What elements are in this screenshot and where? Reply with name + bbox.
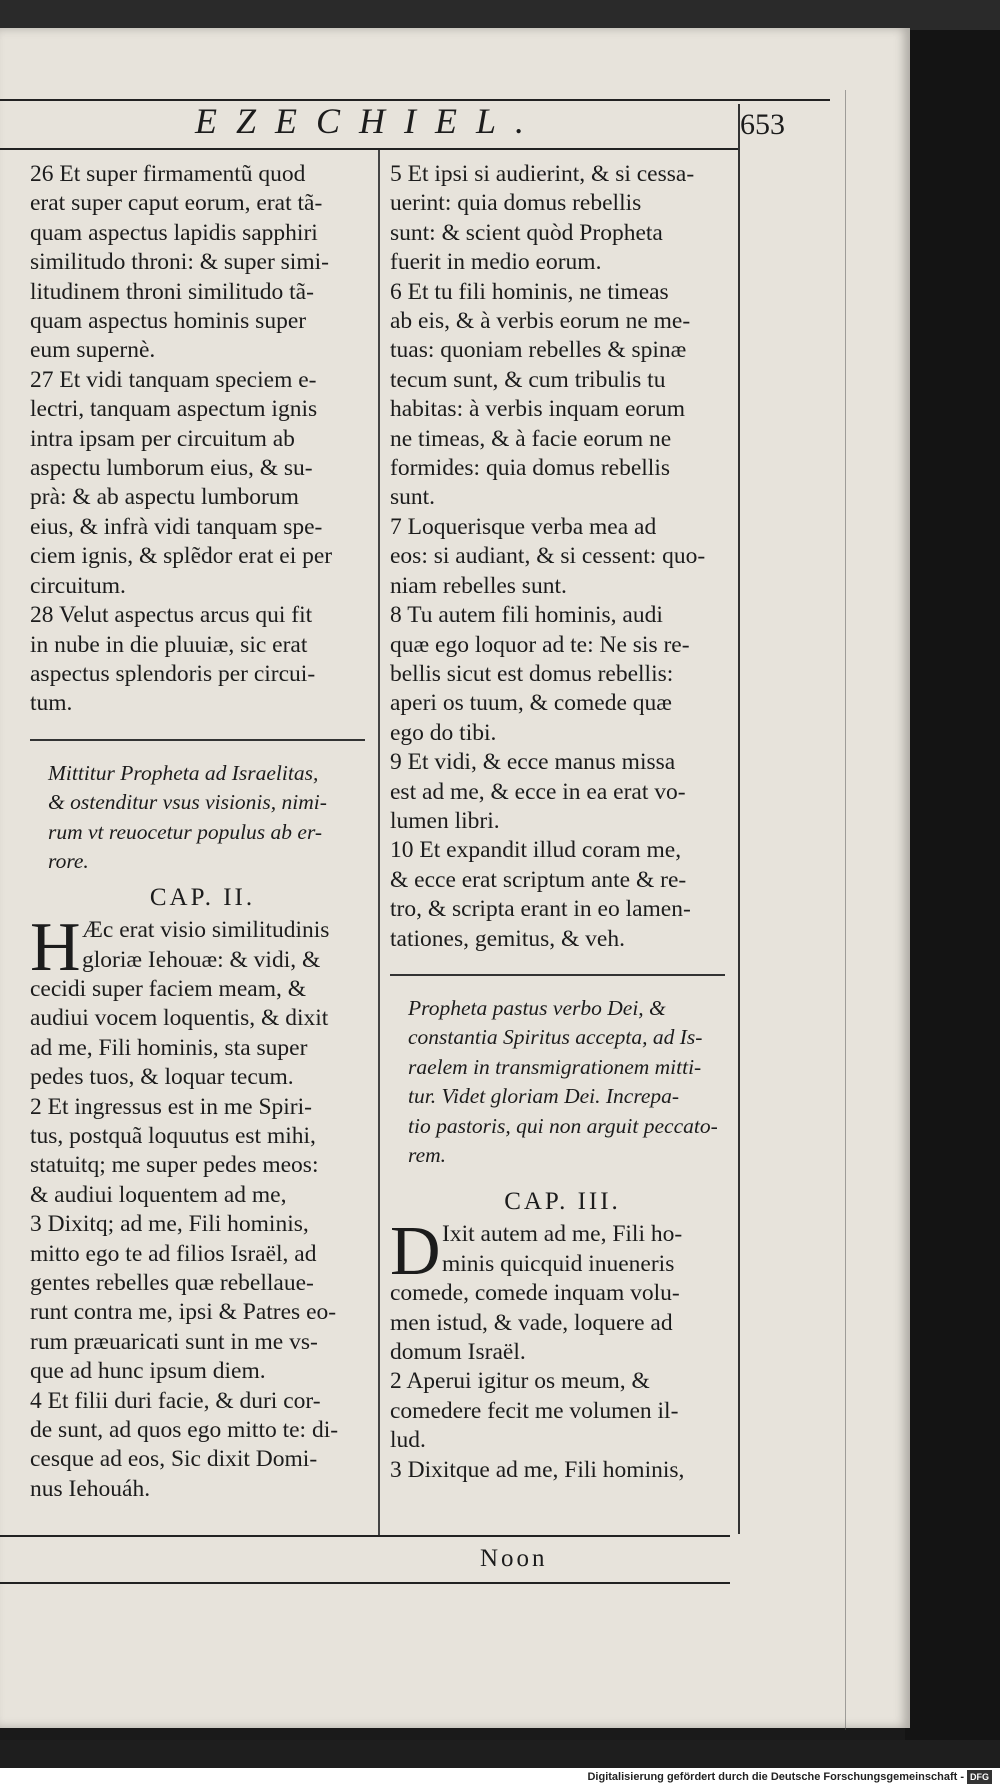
text-line: aperi os tuum, & comede quæ: [390, 690, 672, 717]
text-line: prà: & ab aspectu lumborum: [30, 484, 299, 511]
left-drop-cap-paragraph: [30, 909, 375, 987]
text-line: tationes, gemitus, & veh.: [390, 925, 625, 952]
text-line: audiui vocem loquentis, & dixit: [30, 1005, 329, 1032]
text-line: sunt.: [390, 484, 436, 511]
text-line: men istud, & vade, loquere ad: [390, 1309, 673, 1336]
text-line: erat super caput eorum, erat tã-: [30, 190, 323, 217]
text-line: & ostenditur vsus visionis, nimi-: [48, 790, 327, 815]
scan-right-background: [905, 30, 1000, 1740]
text-line: 28 Velut aspectus arcus qui fit: [30, 602, 313, 629]
text-line: circuitum.: [30, 572, 126, 599]
text-line: tuas: quoniam rebelles & spinæ: [390, 337, 687, 364]
text-line: litudinem throni similitudo tã-: [30, 278, 314, 305]
text-line: quam aspectus hominis super: [30, 308, 307, 335]
text-line: quæ ego loquor ad te: Ne sis re-: [390, 631, 690, 658]
text-line: 26 Et super firmamentũ quod: [30, 161, 306, 187]
header-rule: [0, 148, 740, 150]
text-line: & audiui loquentem ad me,: [30, 1181, 287, 1208]
text-line: raelem in transmigrationem mitti-: [408, 1054, 702, 1079]
scan-bottom-background: [0, 1740, 1000, 1768]
column-divider: [378, 150, 380, 1535]
text-line: Æc erat visio similitudinis: [82, 917, 330, 944]
text-line: Ixit autem ad me, Fili ho-: [442, 1221, 683, 1248]
text-line: runt contra me, ipsi & Patres eo-: [30, 1299, 337, 1326]
text-line: uerint: quia domus rebellis: [390, 190, 642, 217]
text-line: minis quicquid inueneris: [442, 1250, 675, 1277]
right-drop-cap-paragraph: [390, 1213, 735, 1291]
text-line: 3 Dixitq; ad me, Fili hominis,: [30, 1211, 309, 1238]
drop-cap-letter: H: [30, 909, 81, 987]
text-line: tecum sunt, & cum tribulis tu: [390, 366, 666, 393]
text-line: 27 Et vidi tanquam speciem e-: [30, 366, 317, 393]
text-line: cecidi super faciem meam, &: [30, 975, 306, 1002]
text-line: fuerit in medio eorum.: [390, 249, 602, 276]
text-line: 7 Loquerisque verba mea ad: [390, 513, 657, 540]
text-line: 10 Et expandit illud coram me,: [390, 837, 682, 864]
bottom-rule-upper: [0, 1535, 730, 1537]
chapter-heading-iii: CAP. III.: [504, 1187, 621, 1215]
right-text-block-b: [390, 1279, 735, 1485]
text-line: 5 Et ipsi si audierint, & si cessa-: [390, 161, 695, 187]
bottom-rule-lower: [0, 1582, 730, 1584]
text-line: similitudo throni: & super simi-: [30, 249, 329, 276]
text-line: aspectu lumborum eius, & su-: [30, 455, 313, 482]
outer-border-rule: [845, 90, 846, 1730]
text-line: tur. Videt gloriam Dei. Increpa-: [408, 1084, 680, 1109]
text-line: eius, & infrà vidi tanquam spe-: [30, 513, 323, 540]
right-text-block-a: [390, 160, 735, 954]
text-line: 4 Et filii duri facie, & duri cor-: [30, 1387, 321, 1414]
text-line: 3 Dixitque ad me, Fili hominis,: [390, 1456, 685, 1483]
digitization-footer: [0, 1768, 1000, 1787]
text-line: & ecce erat scriptum ante & re-: [390, 866, 687, 893]
drop-cap-letter: D: [390, 1213, 441, 1291]
left-text-block-b: [30, 975, 375, 1504]
text-line: comedere fecit me volumen il-: [390, 1397, 679, 1424]
text-line: mitto ego te ad filios Israël, ad: [30, 1240, 317, 1267]
text-line: aspectus splendoris per circui-: [30, 660, 316, 687]
drop-cap-lines: [30, 916, 375, 975]
text-line: eum supernè.: [30, 337, 156, 364]
text-line: de sunt, ad quos ego mitto te: di-: [30, 1417, 339, 1444]
text-line: niam rebelles sunt.: [390, 572, 567, 599]
text-line: rore.: [48, 849, 89, 874]
text-line: lumen libri.: [390, 807, 500, 834]
text-line: rum vt reuocetur populus ab er-: [48, 819, 323, 844]
text-line: lectri, tanquam aspectum ignis: [30, 396, 318, 423]
text-line: ego do tibi.: [390, 719, 497, 746]
text-line: que ad hunc ipsum diem.: [30, 1358, 266, 1385]
text-line: 6 Et tu fili hominis, ne timeas: [390, 278, 669, 305]
text-line: tio pastoris, qui non arguit peccato-: [408, 1113, 718, 1138]
text-line: quam aspectus lapidis sapphiri: [30, 219, 318, 246]
text-line: tus, postquã loquutus est mihi,: [30, 1122, 316, 1149]
text-line: 2 Et ingressus est in me Spiri-: [30, 1093, 312, 1120]
drop-cap-lines: [390, 1220, 735, 1279]
signature-mark: Noon: [480, 1545, 548, 1572]
right-chapter-summary: [390, 994, 735, 1171]
dfg-logo: DFG: [967, 1770, 992, 1784]
text-line: intra ipsam per circuitum ab: [30, 425, 295, 452]
running-title: EZECHIEL.: [195, 101, 544, 141]
text-line: formides: quia domus rebellis: [390, 455, 670, 482]
text-line: rum præuaricati sunt in me vs-: [30, 1328, 318, 1355]
text-line: statuitq; me super pedes meos:: [30, 1152, 319, 1179]
text-line: tum.: [30, 690, 73, 717]
text-line: gentes rebelles quæ rebellaue-: [30, 1270, 314, 1296]
right-border-rule: [738, 104, 740, 1534]
right-column: [390, 160, 735, 1485]
text-line: est ad me, & ecce in ea erat vo-: [390, 778, 686, 805]
text-line: Mittitur Propheta ad Israelitas,: [48, 760, 319, 785]
text-line: nus Iehouáh.: [30, 1475, 151, 1502]
left-separator: [30, 739, 365, 741]
text-line: domum Israël.: [390, 1339, 526, 1365]
text-line: in nube in die pluuiæ, sic erat: [30, 631, 308, 658]
right-separator: [390, 974, 725, 976]
text-line: constantia Spiritus accepta, ad Is-: [408, 1025, 703, 1050]
text-line: eos: si audiant, & si cessent: quo-: [390, 543, 706, 570]
footer-text: Digitalisierung gefördert durch die Deutsche Forschungsgemeinschaft -: [587, 1771, 964, 1783]
text-line: 9 Et vidi, & ecce manus missa: [390, 749, 676, 776]
left-column: [30, 160, 375, 1504]
text-line: comede, comede inquam volu-: [390, 1280, 680, 1307]
text-line: cesque ad eos, Sic dixit Domi-: [30, 1446, 318, 1473]
chapter-heading-ii: CAP. II.: [149, 883, 256, 911]
page-number: 653: [740, 108, 785, 141]
text-line: gloriæ Iehouæ: & vidi, &: [82, 946, 321, 973]
left-text-block-a: [30, 160, 375, 719]
text-line: lud.: [390, 1427, 426, 1454]
text-line: bellis sicut est domus rebellis:: [390, 660, 674, 687]
text-line: rem.: [408, 1143, 447, 1168]
text-line: habitas: à verbis inquam eorum: [390, 396, 685, 423]
text-line: 2 Aperui igitur os meum, &: [390, 1368, 650, 1395]
text-line: ad me, Fili hominis, sta super: [30, 1034, 308, 1061]
text-line: ab eis, & à verbis eorum ne me-: [390, 308, 691, 335]
text-line: ciem ignis, & splẽdor erat ei per: [30, 543, 333, 570]
text-line: Propheta pastus verbo Dei, &: [408, 995, 666, 1020]
text-line: pedes tuos, & loquar tecum.: [30, 1064, 294, 1091]
text-line: sunt: & scient quòd Propheta: [390, 219, 663, 246]
text-line: ne timeas, & à facie eorum ne: [390, 425, 672, 452]
text-line: tro, & scripta erant in eo lamen-: [390, 896, 691, 923]
left-chapter-summary: [30, 759, 375, 877]
text-line: 8 Tu autem fili hominis, audi: [390, 602, 663, 629]
